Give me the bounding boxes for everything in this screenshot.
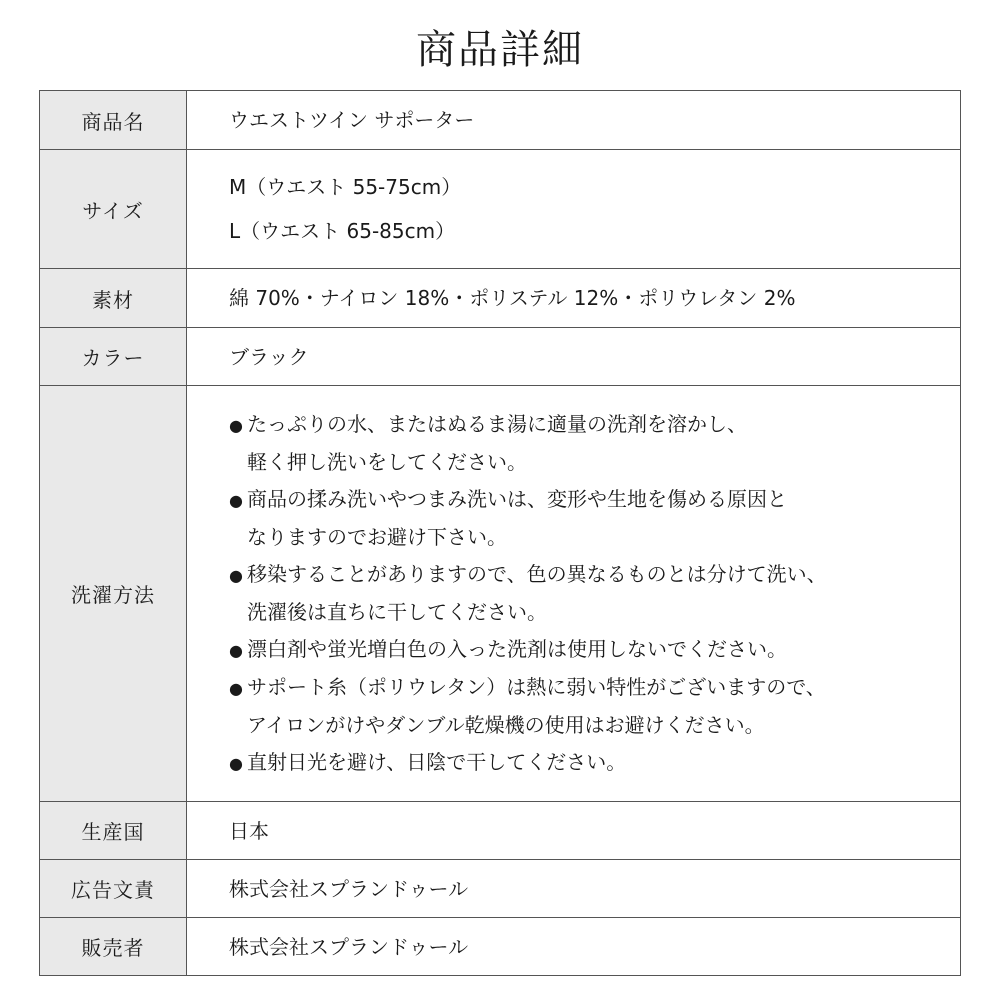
care-label: 洗濯方法 xyxy=(40,386,187,802)
care-value xyxy=(187,386,961,802)
table-row-seller xyxy=(40,918,961,976)
bullet-icon: ● xyxy=(229,415,243,435)
care-item-text: 移染することがありますので、色の異なるものとは分けて洗い、 xyxy=(247,561,827,586)
care-item-text: 直射日光を避け、日陰で干してください。 xyxy=(247,749,627,774)
product-name-label: 商品名 xyxy=(40,91,187,150)
list-item xyxy=(229,744,960,782)
list-item xyxy=(229,669,960,744)
bullet-icon: ● xyxy=(229,490,243,510)
table-row-color xyxy=(40,328,961,386)
table-row-size xyxy=(40,150,961,269)
care-item-text: アイロンがけやダンブル乾燥機の使用はお避けください。 xyxy=(247,712,765,737)
advertiser-value xyxy=(187,860,961,918)
origin-value xyxy=(187,802,961,860)
table-row-advertiser xyxy=(40,860,961,918)
seller-label: 販売者 xyxy=(40,918,187,976)
care-item-text: なりますのでお避け下さい。 xyxy=(247,524,507,549)
seller-text: 株式会社スプランドゥール xyxy=(229,934,469,959)
care-item-text: 商品の揉み洗いやつまみ洗いは、変形や生地を傷める原因と xyxy=(247,486,787,511)
color-label: カラー xyxy=(40,328,187,386)
material-text: 綿 70%・ナイロン 18%・ポリステル 12%・ポリウレタン 2% xyxy=(229,286,796,310)
bullet-icon: ● xyxy=(229,640,243,660)
care-item-text: 軽く押し洗いをしてください。 xyxy=(247,449,527,474)
list-item xyxy=(229,481,960,556)
page-title: 商品詳細 xyxy=(416,27,584,73)
origin-text: 日本 xyxy=(229,818,269,843)
list-item xyxy=(229,556,960,631)
product-name-value xyxy=(187,91,961,150)
care-item-text: 洗濯後は直ちに干してください。 xyxy=(247,599,547,624)
care-item-text: たっぷりの水、またはぬるま湯に適量の洗剤を溶かし、 xyxy=(247,411,747,436)
size-line-l: L（ウエスト 65-85cm） xyxy=(229,219,456,243)
care-instructions-list xyxy=(229,406,960,782)
bullet-icon: ● xyxy=(229,565,243,585)
advertiser-text: 株式会社スプランドゥール xyxy=(229,876,469,901)
bullet-icon: ● xyxy=(229,678,243,698)
care-item-text: 漂白剤や蛍光増白色の入った洗剤は使用しないでください。 xyxy=(247,636,787,661)
material-label: 素材 xyxy=(40,269,187,328)
advertiser-label: 広告文責 xyxy=(40,860,187,918)
product-name-text: ウエストツイン サポーター xyxy=(229,108,475,132)
size-line-m: M（ウエスト 55-75cm） xyxy=(229,175,462,199)
size-value xyxy=(187,150,961,269)
seller-value xyxy=(187,918,961,976)
list-item xyxy=(229,406,960,481)
color-value xyxy=(187,328,961,386)
size-label: サイズ xyxy=(40,150,187,269)
origin-label: 生産国 xyxy=(40,802,187,860)
material-value xyxy=(187,269,961,328)
table-row-material xyxy=(40,269,961,328)
color-text: ブラック xyxy=(229,344,309,369)
table-row-care xyxy=(40,386,961,802)
table-row-origin xyxy=(40,802,961,860)
care-item-text: サポート糸（ポリウレタン）は熱に弱い特性がございますので、 xyxy=(247,674,826,699)
bullet-icon: ● xyxy=(229,753,243,773)
product-detail-table xyxy=(39,90,961,976)
list-item xyxy=(229,631,960,669)
table-row-product-name xyxy=(40,91,961,150)
